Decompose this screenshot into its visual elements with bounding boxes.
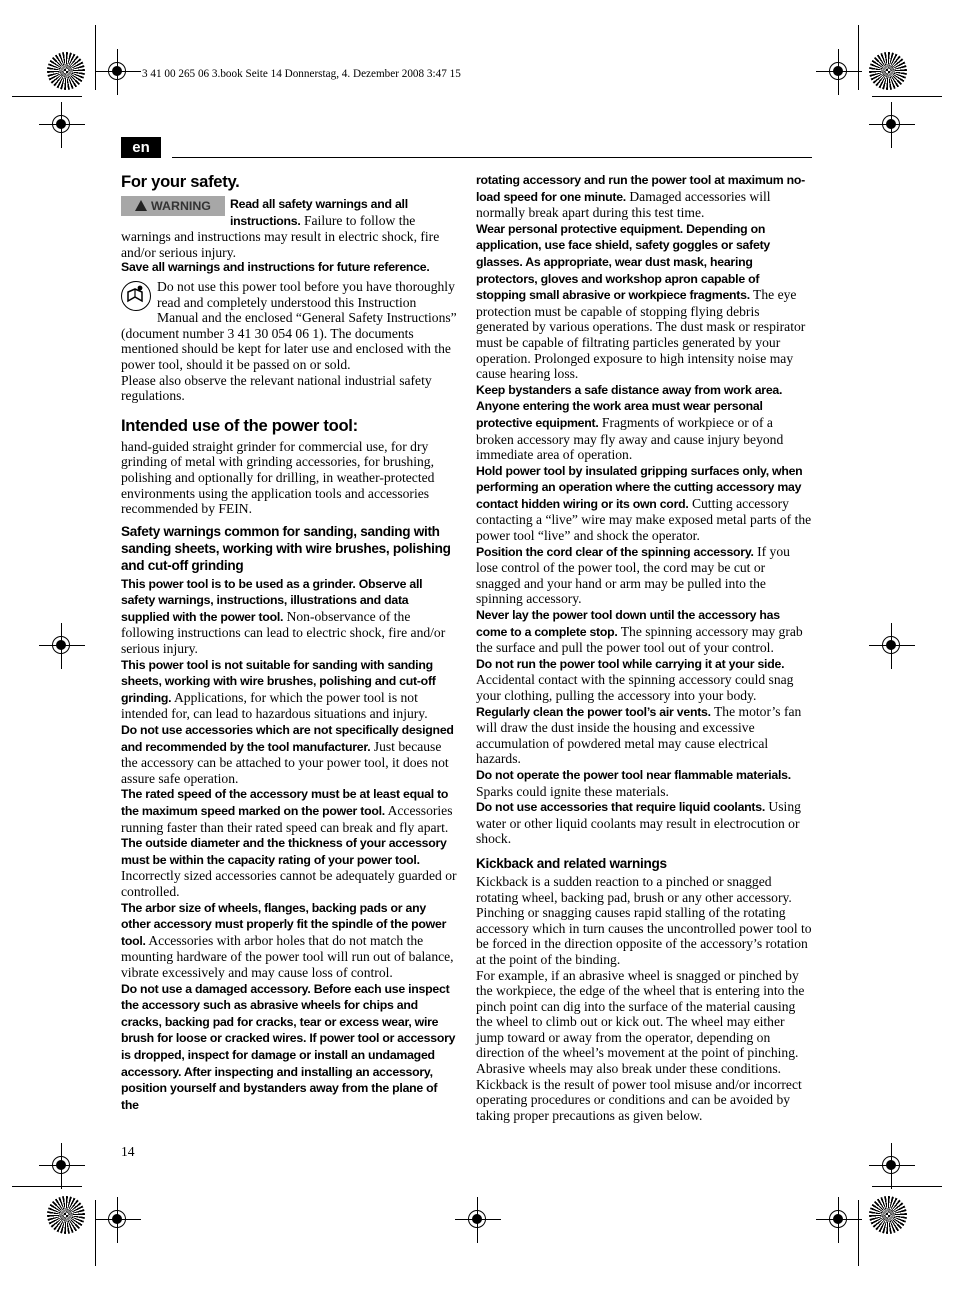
- trim-line: [858, 1200, 859, 1266]
- warning-paragraph: WARNING Read all safety warnings and all instructions. Failure to follow the warnings and instructions may result in electric shock, fire and/or serious injury.: [121, 197, 440, 260]
- warning-item: The rated speed of the accessory must be at least equal to the maximum speed marked on the power tool. Accessories running faster than their rated speed can break and fly apart.: [121, 787, 453, 835]
- trim-line: [872, 1186, 942, 1187]
- trim-line: [95, 25, 96, 90]
- warning-item: Regularly clean the power tool’s air vents. The motor’s fan will draw the dust inside the housing and excessive accumulation of powdered metal may cause electrical hazards.: [476, 703, 802, 767]
- registration-burst-bottom-left: [47, 1196, 85, 1234]
- warning-item: Wear personal protective equipment. Depending on application, use face shield, safety goggles or safety glasses. As appropriate, wear dust mask, hearing protectors, gloves and workshop apron capable of stopping small abrasive or workpiece fragments. The eye protection must be capable of stopping flying debris generated by various operations. The dust mask or respirator must be capable of filtrating particles generated by your operation. Prolonged exposure to high intensity noise may cause hearing loss.: [476, 221, 806, 382]
- warning-label: WARNING: [121, 196, 225, 216]
- header-rule: [172, 157, 812, 158]
- crosshair-mark: [829, 1210, 847, 1228]
- warning-item: Do not use accessories which are not specifically designed and recommended by the tool manufacturer. Just because the accessory can be attached to your power tool, it does not assure safe operation.: [121, 723, 454, 786]
- warning-item: Do not operate the power tool near flammable materials. Sparks could ignite these materials.: [476, 767, 791, 799]
- subheading-safety-warnings-common: Safety warnings common for sanding, sanding with sanding sheets, working with wire brushes, polishing and cut-off grinding: [121, 523, 451, 573]
- crosshair-mark: [882, 115, 900, 133]
- intended-use-text: hand-guided straight grinder for commercial use, for dry grinding of metal with grinding accessories, for brushing, polishing and optionally for drilling, in weather-protected environments using the application tools and accessories recommended by FEIN.: [121, 438, 435, 517]
- section-heading-safety: For your safety.: [121, 172, 240, 191]
- kickback-paragraph: For example, if an abrasive wheel is snagged or pinched by the workpiece, the edge of the wheel that is entering into the pinch point can dig into the surface of the material causing the wheel to climb out or kick out. The wheel may either jump toward or away from the operator, depending on direction of the wheel’s movement at the point of pinching. Abrasive wheels may also break under these conditions.: [476, 967, 805, 1077]
- registration-burst-bottom-right: [869, 1196, 907, 1234]
- crosshair-mark: [52, 115, 70, 133]
- trim-line: [12, 96, 82, 97]
- crosshair-mark: [108, 62, 126, 80]
- left-column: [121, 172, 457, 1113]
- observe-regulations: Please also observe the relevant national industrial safety regulations.: [121, 372, 432, 404]
- right-column: [476, 172, 812, 1123]
- print-header: 3 41 00 265 06 3.book Seite 14 Donnerstag, 4. Dezember 2008 3:47 15: [142, 68, 461, 80]
- language-badge: en: [121, 137, 161, 158]
- kickback-paragraph: Kickback is a sudden reaction to a pinched or snagged rotating wheel, backing pad, brush or any other accessory. Pinching or snagging causes rapid stalling of the rotating accessory which in turn causes the uncontrolled power tool to be forced in the direction opposite of the accessory’s rotation at the point of the binding.: [476, 873, 812, 967]
- warning-icon: [135, 200, 147, 211]
- warning-item: The arbor size of wheels, flanges, backing pads or any other accessory must properly fit the spindle of the power tool. Accessories with arbor holes that do not match the mounting hardware of the power tool will run out of balance, vibrate excessively and may cause loss of control.: [121, 900, 454, 980]
- trim-line: [858, 25, 859, 90]
- trim-line: [95, 1200, 96, 1266]
- warning-item: Position the cord clear of the spinning accessory. If you lose control of the power tool, the cord may be cut or snagged and your hand or arm may be pulled into the spinning accessory.: [476, 543, 790, 607]
- crosshair-mark: [52, 1156, 70, 1174]
- subheading-kickback: Kickback and related warnings: [476, 855, 667, 871]
- kickback-paragraph: Kickback is the result of power tool misuse and/or incorrect operating procedures or conditions and can be avoided by taking proper precautions as given below.: [476, 1076, 802, 1123]
- warning-item: The outside diameter and the thickness of your accessory must be within the capacity rating of your power tool. Incorrectly sized accessories cannot be adequately guarded or controlled.: [121, 836, 457, 899]
- section-heading-intended-use: Intended use of the power tool:: [121, 415, 358, 435]
- page-number: 14: [121, 1144, 135, 1159]
- trim-line: [12, 1186, 82, 1187]
- crosshair-mark: [829, 62, 847, 80]
- warning-item: Do not use a damaged accessory. Before each use inspect the accessory such as abrasive wheels for chips and cracks, backing pad for cracks, tear or excess wear, wire brush for loose or cracked wires. If power tool or accessory is dropped, inspect for damage or install an undamaged accessory. After inspecting and installing an accessory, position yourself and bystanders away from the plane of the: [121, 981, 456, 1112]
- warning-item: Never lay the power tool down until the accessory has come to a complete stop. The spinning accessory may grab the surface and pull the power tool out of your control.: [476, 608, 803, 656]
- crosshair-mark: [882, 1156, 900, 1174]
- registration-burst-top-right: [869, 52, 907, 90]
- crosshair-mark: [468, 1210, 486, 1228]
- read-manual-icon: [121, 281, 151, 311]
- warning-item: Keep bystanders a safe distance away from work area. Anyone entering the work area must wear personal protective equipment. Fragments of workpiece or of a broken accessory may fly away and cause injury beyond immediate area of operation.: [476, 382, 784, 463]
- crosshair-mark: [882, 636, 900, 654]
- warning-item: Do not use accessories that require liquid coolants. Using water or other liquid coolants may result in electrocution or shock.: [476, 799, 801, 847]
- manual-paragraph: Do not use this power tool before you have thoroughly read and completely understood this Instruction Manual and the enclosed “General Safety Instructions” (document number 3 41 30 054 06 1). The documents mentioned should be kept for later use and enclosed with the power tool, should it be passed on or sold.: [121, 278, 457, 372]
- warning-item: rotating accessory and run the power tool at maximum no-load speed for one minute. Damaged accessories will normally break apart during this test time.: [476, 173, 806, 221]
- trim-line: [872, 96, 942, 97]
- warning-item: This power tool is to be used as a grinder. Observe all safety warnings, instructions, illustrations and data supplied with the power tool. Non-observance of the following instructions can lead to electric shock, fire and/or serious injury.: [121, 576, 446, 657]
- warning-item: Do not run the power tool while carrying it at your side. Accidental contact with the spinning accessory could snag your clothing, pulling the accessory into your body.: [476, 656, 794, 703]
- warning-item: Hold power tool by insulated gripping surfaces only, when performing an operation where the cutting accessory may contact hidden wiring or its own cord. Cutting accessory contacting a “live” wire may make exposed metal parts of the power tool “live” and shock the operator.: [476, 463, 812, 544]
- crosshair-mark: [108, 1210, 126, 1228]
- warning-item: This power tool is not suitable for sanding with sanding sheets, working with wire brushes, polishing and cut-off grinding. Applications, for which the power tool is not intended for, can lead to hazardous situations and injury.: [121, 657, 436, 722]
- save-instructions: Save all warnings and instructions for future reference.: [121, 260, 430, 275]
- crosshair-mark: [52, 636, 70, 654]
- registration-burst-top-left: [47, 52, 85, 90]
